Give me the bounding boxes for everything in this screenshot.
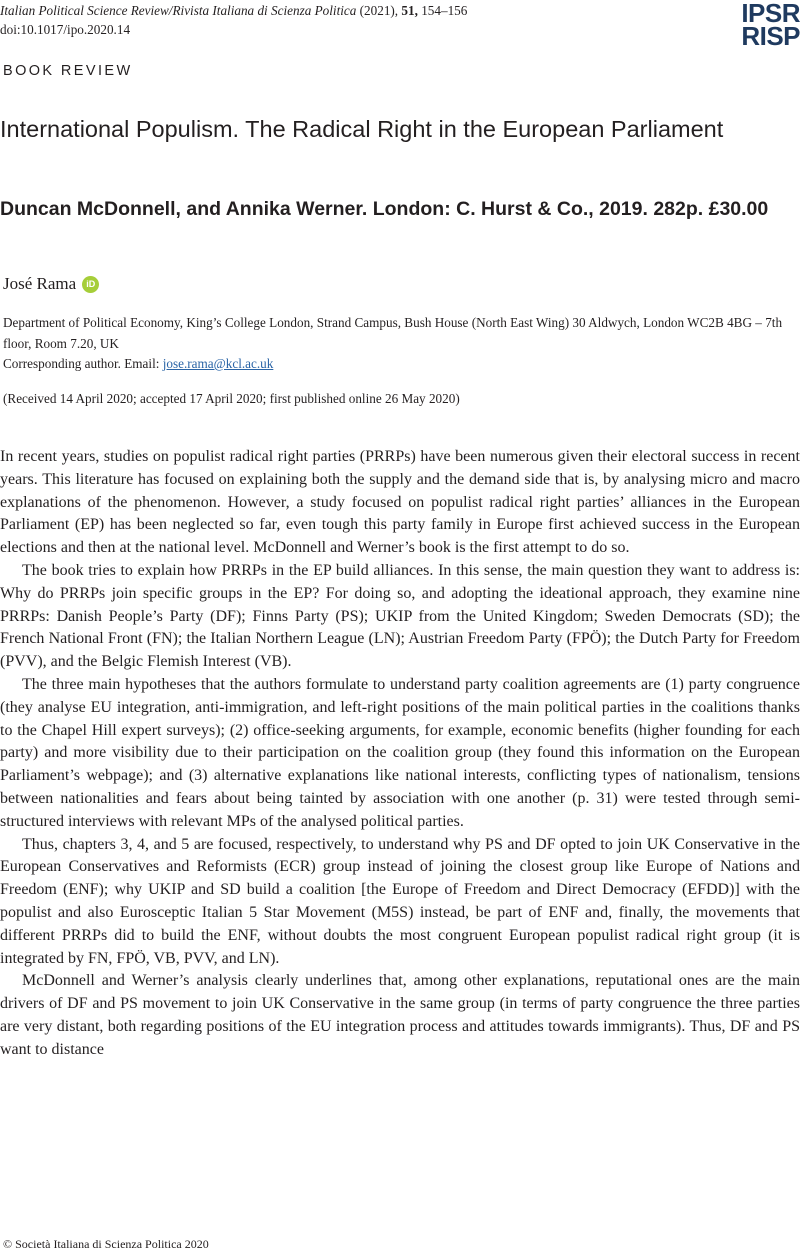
journal-citation (0, 1, 467, 39)
journal-year: (2021), (359, 3, 399, 18)
affiliation-block (3, 313, 795, 375)
journal-pages: 154–156 (421, 3, 468, 18)
section-label: BOOK REVIEW (3, 63, 133, 79)
journal-volume: 51, (401, 3, 418, 18)
paragraph-2: The book tries to explain how PRRPs in the EP build alliances. In this sense, the main question they want to address is: Why do PRRPs join specific groups in the EP? For doing so, and adopting the ideational approach, they examine nine PRRPs: Danish People’s Party (DF); Finns Party (PS); UKIP from the United Kingdom; Sweden Democrats (SD); the French National Front (FN); the Italian Northern League (LN); Austrian Freedom Party (FPÖ); the Dutch Party for Freedom (PVV), and the Belgic Flemish Interest (VB). (0, 561, 800, 671)
affiliation: Department of Political Economy, King’s College London, Strand Campus, Bush House (North East Wing) 30 Aldwych, London WC2B 4BG – 7th floor, Room 7.20, UK (3, 315, 783, 351)
article-title: International Populism. The Radical Right in the European Parliament (0, 116, 724, 142)
paragraph-1: In recent years, studies on populist radical right parties (PRRPs) have been numerous given their electoral success in recent years. This literature has focused on explaining both the supply and the demand side that is, by analysing micro and macro explanations of the phenomenon. However, a study focused on populist radical right parties’ alliances in the European Parliament (EP) has been neglected so far, even tough this party family in Europe first achieved success in the European elections and then at the national level. McDonnell and Werner’s book is the first attempt to do so. (0, 448, 800, 557)
corresponding-author (3, 354, 795, 375)
book-citation: Duncan McDonnell, and Annika Werner. London: C. Hurst & Co., 2019. 282p. £30.00 (0, 198, 769, 220)
author-line (3, 274, 99, 294)
orcid-icon[interactable]: iD (82, 276, 99, 293)
paragraph-4: Thus, chapters 3, 4, and 5 are focused, respectively, to understand why PS and DF opted to join UK Conservative in the European Conservatives and Reformists (ECR) group instead of joining the closest group like Europe of Nations and Freedom (ENF); why UKIP and SD build a coalition [the Europe of Freedom and Direct Democracy (EFDD)] with the populist and also Eurosceptic Italian 5 Star Movement (M5S) instead, be part of ENF and, finally, the movements that different PRRPs did to build the ENF, without doubts the most congruent European populist radical right group (it is integrated by FN, FPÖ, VB, PVV, and LN). (0, 835, 800, 967)
author-name: José Rama (3, 274, 77, 293)
email-link[interactable]: jose.rama@kcl.ac.uk (162, 356, 274, 371)
ipsr-risp-logo (710, 0, 800, 52)
journal-name: Italian Political Science Review/Rivista Italiana di Scienza Politica (0, 3, 357, 18)
paragraph-3: The three main hypotheses that the authors formulate to understand party coalition agreements are (1) party congruence (they analyse EU integration, anti-immigration, and left-right positions of the main political parties in the coalitions thanks to the Chapel Hill expert surveys); (2) office-seeking arguments, for example, economic benefits (higher founding for each party) and more visibility due to their participation on the coalition group (they found this information on the European Parliament’s webpage); and (3) alternative explanations like national interests, conflicting types of nationalism, tensions between nationalities and fears about being tainted by association with one another (p. 31) were tested through semi-structured interviews with relevant MPs of the analysed political parties. (0, 675, 800, 830)
logo-line-2: RISP (741, 21, 800, 51)
logo-line-1: IPSR (741, 0, 800, 28)
received-dates: (Received 14 April 2020; accepted 17 April 2020; first published online 26 May 2020) (3, 391, 460, 406)
article-body (0, 446, 800, 1062)
paragraph-5: McDonnell and Werner’s analysis clearly underlines that, among other explanations, reputational ones are the main drivers of DF and PS movement to join UK Conservative in the same group (in terms of party congruence the three parties are very distant, both regarding positions of the EU integration process and attitudes towards immigrants). Thus, DF and PS want to distance (0, 972, 800, 1058)
doi[interactable]: doi:10.1017/ipo.2020.14 (0, 22, 131, 37)
corresponding-label: Corresponding author. Email: (3, 356, 160, 371)
copyright-footer: © Società Italiana di Scienza Politica 2020 (3, 1237, 209, 1251)
